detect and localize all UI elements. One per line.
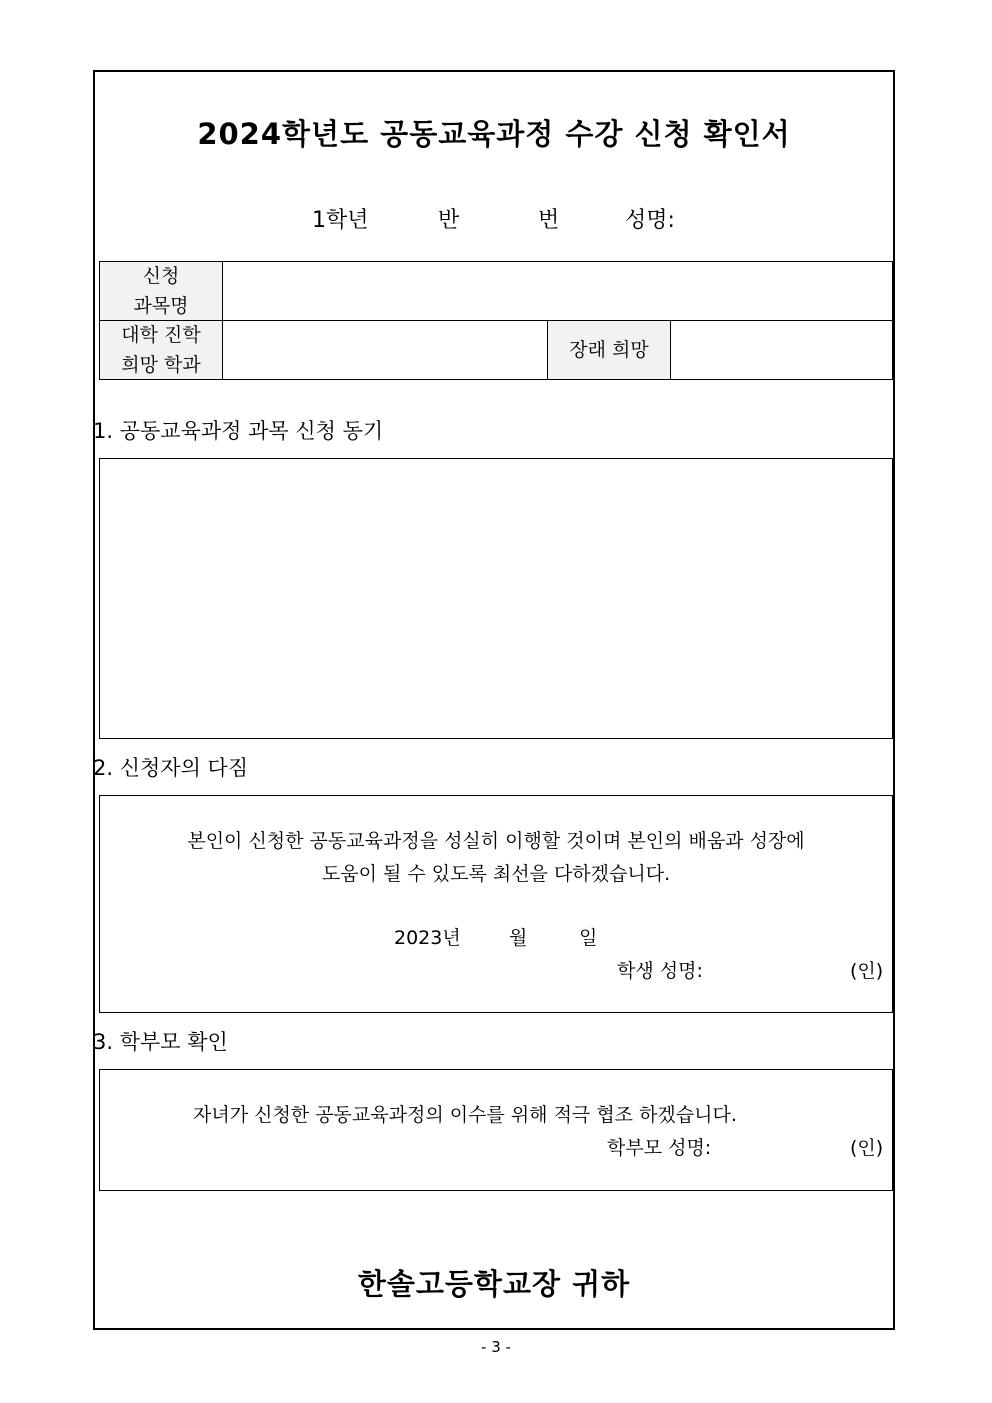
parent-confirmation-box	[99, 1069, 893, 1191]
pledge-date-day: 일	[579, 927, 598, 949]
career-goal-field[interactable]	[670, 320, 893, 380]
course-name-label-line2: 과목명	[133, 295, 189, 317]
course-name-field[interactable]	[222, 261, 893, 321]
number-label: 번	[538, 208, 560, 233]
pledge-line-2: 도움이 될 수 있도록 최선을 다하겠습니다.	[321, 863, 671, 885]
addressee: 한솔고등학교장 귀하	[357, 1267, 631, 1301]
parent-seal-mark: (인)	[850, 1137, 884, 1159]
desired-department-label-line1: 대학 진학	[121, 324, 201, 346]
class-label: 반	[438, 208, 460, 233]
section1-heading: 1. 공동교육과정 과목 신청 동기	[93, 419, 384, 443]
course-name-label-line1: 신청	[142, 265, 180, 287]
student-seal-mark: (인)	[850, 960, 884, 982]
student-signature-label: 학생 성명:	[617, 960, 703, 982]
section2-heading: 2. 신청자의 다짐	[93, 756, 249, 780]
parent-signature-label: 학부모 성명:	[607, 1137, 712, 1159]
desired-department-label-line2: 희망 학과	[121, 354, 201, 376]
page-number: - 3 -	[481, 1338, 511, 1356]
section3-heading: 3. 학부모 확인	[93, 1030, 228, 1054]
desired-department-field[interactable]	[222, 320, 548, 380]
grade-label: 1학년	[312, 208, 369, 233]
name-label: 성명:	[625, 208, 675, 233]
desired-department-label-cell	[99, 320, 223, 380]
pledge-date-year: 2023년	[394, 927, 461, 949]
parent-statement: 자녀가 신청한 공동교육과정의 이수를 위해 적극 협조 하겠습니다.	[193, 1104, 737, 1126]
pledge-date-month: 월	[509, 927, 528, 949]
motivation-box[interactable]	[99, 458, 893, 739]
pledge-line-1: 본인이 신청한 공동교육과정을 성실히 이행할 것이며 본인의 배움과 성장에	[187, 830, 805, 852]
career-goal-label: 장래 희망	[569, 339, 649, 361]
career-goal-label-cell	[547, 320, 671, 380]
document-title: 2024학년도 공동교육과정 수강 신청 확인서	[197, 117, 791, 151]
course-name-label-cell	[99, 261, 223, 321]
